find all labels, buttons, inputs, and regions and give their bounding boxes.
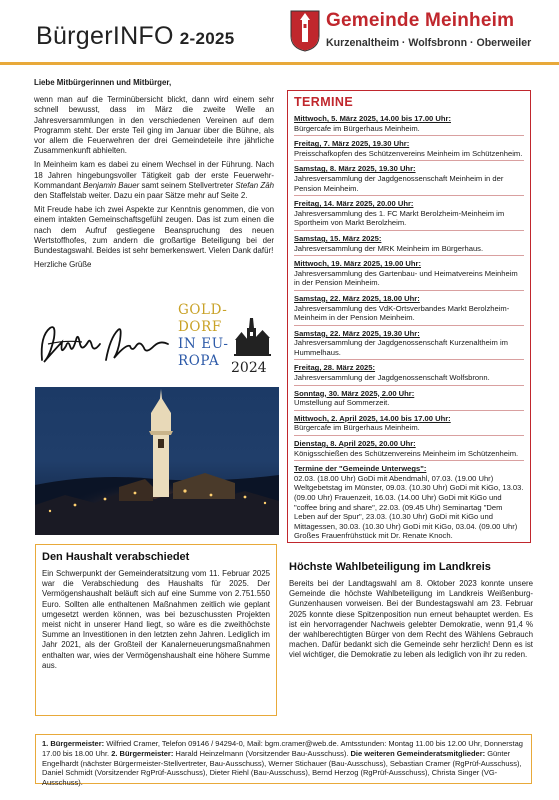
letter-greeting: Liebe Mitbürgerinnen und Mitbürger, <box>34 78 172 87</box>
event-date: Mittwoch, 5. März 2025, 14.00 bis 17.00 Uhr: <box>294 114 451 123</box>
letter-paragraph: wenn man auf die Terminübersicht blickt, dann wird einem sehr schnell bewusst, dass im März die zweite Welle an Jahresversammlungen in den verschiedenen Vereinen auf dem Programm steht. Der erste Teil ging im Januar über die Bühne, als vor allem die Feuerwehren der drei Gemeindeteile ihre jährliche Zusammenkunft abhielten. <box>34 95 274 156</box>
council-footer <box>35 734 532 788</box>
turnout-text: Bereits bei der Landtagswahl am 8. Oktober 2023 konnte unsere Gemeinde die höchste Wahlbeteiligung im Landkreis Weißenburg-Gunzenhausen vorweisen. Bei der Bundestagswahl am 23. Februar 2025 konnte diese Spitzenposition nun erneut behauptet werden. Es ist ein hervorragender Nachweis gelebter Demokratie, wenn 91,4 % der wahlberechtigten Bürger von dem Recht des Wählens Gebrauch machen. Dafür bedankt sich die Gemeinde sehr herzlich! Denn es ist viel wichtiger, die Demokratie zu leben als lediglich von ihr zu reden. <box>289 579 533 660</box>
event-entry <box>294 294 524 326</box>
council-label: Die weiteren Gemeinderatsmitglieder: <box>350 748 486 758</box>
event-description: Umstellung auf Sommerzeit. <box>294 398 390 408</box>
letter-text: den Staffelstab weiter. Dazu ein paar Sätze mehr auf Seite 2. <box>34 191 248 201</box>
newsletter-title: BürgerINFO <box>36 22 174 50</box>
event-date: Freitag, 7. März 2025, 19.30 Uhr: <box>294 139 410 149</box>
golddorf-line: DORF <box>178 319 222 335</box>
event-entry <box>294 164 524 196</box>
golddorf-line: GOLD- <box>178 302 228 318</box>
event-entry <box>294 363 524 385</box>
event-description: Jahresversammlung des 1. FC Markt Berolzheim-Meinheim im Sportheim von Markt Berolzheim. <box>294 208 505 228</box>
event-description: Jahresversammlung der MRK Meinheim im Bürgerhaus. <box>294 243 484 253</box>
budget-article <box>35 544 277 716</box>
unterwegs-events <box>294 464 524 541</box>
event-date: Dienstag, 8. April 2025, 20.00 Uhr: <box>294 439 416 449</box>
events-list <box>294 114 524 461</box>
event-entry <box>294 114 524 136</box>
event-description: Jahresversammlung des Gartenbau- und Heimatvereins Meinheim in der Pension Meinheim. <box>294 268 518 288</box>
event-entry <box>294 389 524 411</box>
event-description: Bürgercafe im Bürgerhaus Meinheim. <box>294 123 420 133</box>
event-description: Jahresversammlung des VdK-Ortsverbandes Markt Berolzheim-Meinheim in der Pension Meinheim. <box>294 303 510 323</box>
issue-number: 2-2025 <box>179 29 235 48</box>
letter-text: In Meinheim kam es dabei zu einem Wechsel in der Führung. Nach 18 Jahren hingebungsvoller Tätigkeit gab der erste Feuerwehr-Kommandant <box>34 160 274 190</box>
golddorf-badge <box>176 302 276 382</box>
event-date: Samstag, 15. März 2025: <box>294 233 382 243</box>
mayor-label: 1. Bürgermeister: <box>42 739 105 748</box>
village-night-photo <box>35 387 279 535</box>
budget-title: Den Haushalt verabschiedet <box>42 551 190 563</box>
event-description: Preisschafkopfen des Schützenvereins Meinheim im Schützenheim. <box>294 148 523 158</box>
header-divider <box>0 62 559 65</box>
letter-name: Stefan Zäh <box>235 180 274 190</box>
budget-text: Ein Schwerpunkt der Gemeinderatsitzung vom 11. Februar 2025 war die Verabschiedung des Haushalts für 2025. Der Vermögenshaushalt beläuft sich auf eine Summe von 2.751.550 Euro. Sollten alle enthaltenen Maßnahmen zeitlich wie geplant umgesetzt werden können, was bei bezuschussten Projekten meist nicht in unserer Hand liegt, so wäre es die zweithöchste Summe an Investitionen in den letzten zehn Jahren. Lediglich im Jahr 2021, als der Großteil der Kanalerneuerungsmaßnahmen enthalten war, wies der Vermögenshaushalt eine höhere Summe aus. <box>42 569 270 670</box>
page-title <box>36 22 235 51</box>
council-members: Günter Engelhardt (nächster Bürgermeister-Stellvertreter, Bau-Ausschuss), Werner Stichauer (Bau-Ausschuss), Sebastian Cramer (RgPrüf-Ausschuss), Daniel Schmidt (Vorsitzender RgPrüf-Ausschuss), Dieter Riehl (Bau-Ausschuss), Bernd Herzog (RgPrüf-Ausschuss), Christa Singer (VG-Ausschuss). <box>42 748 522 788</box>
municipal-crest-icon <box>290 10 320 52</box>
municipality-districts: Kurzenaltheim · Wolfsbronn · Oberweiler <box>326 37 532 49</box>
events-title: TERMINE <box>294 95 354 109</box>
mayor-letter <box>34 78 274 274</box>
events-box <box>287 90 531 543</box>
event-description: Bürgercafe im Bürgerhaus Meinheim. <box>294 423 420 433</box>
event-entry <box>294 439 524 461</box>
event-description: Königsschießen des Schützenvereins Meinheim im Schützenheim. <box>294 448 519 458</box>
letter-paragraph <box>34 160 274 201</box>
event-date: Samstag, 8. März 2025, 19.30 Uhr: <box>294 164 416 174</box>
event-description: Jahresversammlung der Jagdgenossenschaft Meinheim in der Pension Meinheim. <box>294 173 504 193</box>
turnout-article <box>289 561 533 661</box>
mayor-info: Wilfried Cramer, Telefon 09146 / 94294-0, Mail: bgm.cramer@web.de. Amtsstunden: Montag 11.00 bis 12.00 Uhr, Donnerstag 17.00 bis 18.00 Uhr. <box>42 739 523 758</box>
municipality-name: Gemeinde Meinheim <box>326 10 515 31</box>
event-description: Jahresversammlung der Jagdgenossenschaft Kurzenaltheim im Hummelhaus. <box>294 338 508 357</box>
unterwegs-title: Termine der "Gemeinde Unterwegs": <box>294 464 427 474</box>
letter-paragraph: Mit Freude habe ich zwei Aspekte zur Kenntnis genommen, die von einem intakten Gemeinschaftsgefühl zeugen. Das ist zum einen die nach dem Aufruf gestiegene Beanspruchung des neuen Wertstoffhofes, zum andern die großartige Beteiligung bei der Bundestagswahl. Beides ist sehr bemerkenswert. Vielen Dank dafür! <box>34 205 274 256</box>
mayor-signature <box>36 316 176 372</box>
event-entry <box>294 139 524 161</box>
event-date: Freitag, 28. März 2025: <box>294 363 376 373</box>
church-tower-icon <box>232 316 272 358</box>
event-entry <box>294 259 524 291</box>
unterwegs-text: 02.03. (18.00 Uhr) GoDi mit Abendmahl, 07.03. (19.00 Uhr) Weltgebetstag im Münster, 09.03. (10.30 Uhr) GoDi mit KiGo, 13.03. (09.00 Uhr) Frauenzeit, 16.03. (14.00 Uhr) GoDi mit KiGo und "coffee bring and share", 22.03. (09.45 Uhr) Seminartag "Dem Leben auf der Spur", 23.03. (10.30 Uhr) GoDi mit KiGo und Mittagessen, 30.03. (10.30 Uhr) GoDi mit KiGo, 03.04. (09.00 Uhr) Großes Frauenfrühstück mit Dr. Renate Knoch. <box>294 473 524 541</box>
letter-name: Benjamin Bauer <box>83 180 140 190</box>
event-date: Freitag, 14. März 2025, 20.00 Uhr: <box>294 199 414 209</box>
event-date: Mittwoch, 19. März 2025, 19.00 Uhr: <box>294 259 422 269</box>
event-entry <box>294 414 524 436</box>
turnout-title: Höchste Wahlbeteiligung im Landkreis <box>289 561 491 573</box>
event-entry <box>294 199 524 231</box>
golddorf-line: ROPA <box>178 353 220 369</box>
event-description: Jahresversammlung der Jagdgenossenschaft Wolfsbronn. <box>294 373 490 383</box>
event-entry <box>294 234 524 256</box>
deputy-info: Harald Heinzelmann (Vorsitzender Bau-Ausschuss). <box>173 748 351 758</box>
event-date: Samstag, 22. März 2025, 18.00 Uhr: <box>294 293 420 303</box>
letter-closing: Herzliche Grüße <box>34 260 92 270</box>
letter-text: samt seinem Stellvertreter <box>139 180 236 190</box>
golddorf-line: IN EU- <box>178 336 229 352</box>
event-entry <box>294 329 524 361</box>
deputy-label: 2. Bürgermeister: <box>111 748 174 758</box>
event-date: Sonntag, 30. März 2025, 2.00 Uhr: <box>294 388 415 398</box>
golddorf-year: 2024 <box>231 360 267 376</box>
event-date: Samstag, 22. März 2025, 19.30 Uhr: <box>294 328 420 338</box>
event-date: Mittwoch, 2. April 2025, 14.00 bis 17.00 Uhr: <box>294 413 451 423</box>
